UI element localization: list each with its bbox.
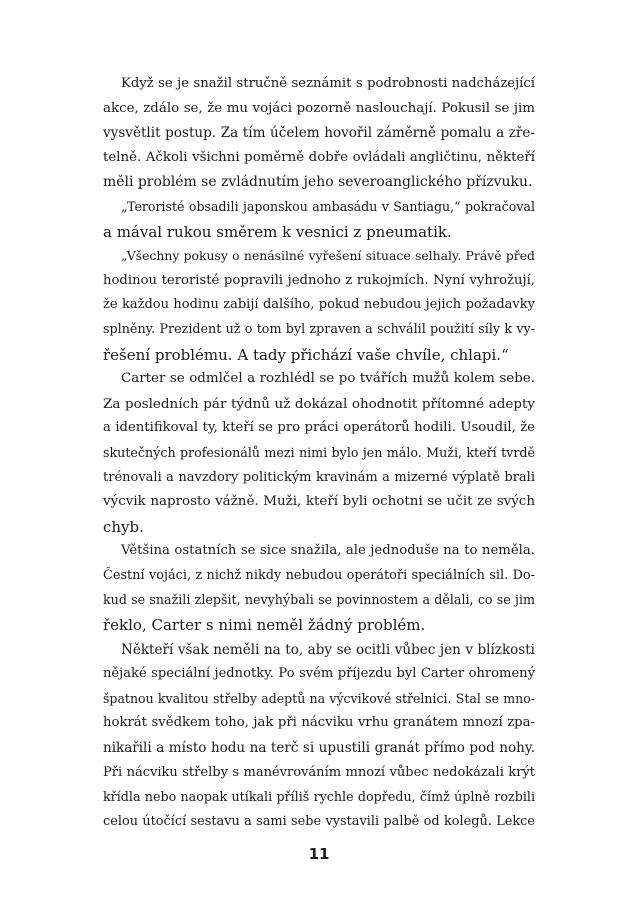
page-body <box>103 72 535 834</box>
text-line: hodinou teroristé popravili jednoho z rukojmích. Nyní vyhrožují, <box>103 272 535 288</box>
text-line: telně. Ačkoli všichni poměrně dobře ovládali angličtinu, někteří <box>103 149 535 165</box>
text-line: nějaké speciální jednotky. Po svém příjezdu byl Carter ohromený <box>103 666 535 682</box>
text-line: „Teroristé obsadili japonskou ambasádu v Santiagu,“ pokračoval <box>121 198 535 214</box>
text-line: akce, zdálo se, že mu vojáci pozorně naslouchají. Pokusil se jim <box>103 100 535 116</box>
paragraph <box>103 367 535 539</box>
text-line: že každou hodinu zabijí dalšího, pokud nebudou jejich požadavky <box>103 297 535 313</box>
text-line: nikařili a místo hodu na terč si upustili granát přímo pod nohy. <box>103 740 535 757</box>
paragraph <box>103 638 535 835</box>
text-line: trénovali a navzdory politickým kravinám a mizerné výplatě brali <box>103 469 535 485</box>
text-line: Čestní vojáci, z nichž nikdy nebudou operátoři speciálních sil. Do- <box>103 567 535 583</box>
text-line: celou útočící sestavu a sami sebe vystavili palbě od kolegů. Lekce <box>103 813 535 829</box>
text-line: výcvik naprosto vážně. Muži, kteří byli ochotni se učit ze svých <box>103 494 535 510</box>
text-line: Carter se odmlčel a rozhlédl se po tvářích mužů kolem sebe. <box>121 371 535 387</box>
text-line: „Všechny pokusy o nenásilné vyřešení situace selhaly. Právě před <box>121 248 535 264</box>
paragraph <box>103 539 535 637</box>
text-line: měli problém se zvládnutím jeho severoanglického přízvuku. <box>103 174 533 191</box>
text-line: řeklo, Carter s nimi neměl žádný problém. <box>103 616 426 635</box>
paragraph <box>103 72 535 195</box>
paragraph <box>103 195 535 244</box>
text-line: skutečných profesionálů mezi nimi bylo jen málo. Muži, kteří tvrdě <box>103 444 535 460</box>
text-line: chyb. <box>103 517 144 536</box>
text-line: Většina ostatních se sice snažila, ale jednoduše na to neměla. <box>121 543 535 559</box>
text-line: Někteří však neměli na to, aby se ocitli vůbec jen v blízkosti <box>121 641 535 658</box>
text-line: křídla nebo naopak utíkali příliš rychle dopředu, čímž úplně rozbili <box>103 789 535 805</box>
paragraph <box>103 244 535 367</box>
text-line: Když se je snažil stručně seznámit s podrobnosti nadcházející <box>121 76 535 91</box>
text-line: a identifikoval ty, kteří se pro práci operátorů hodili. Usoudil, že <box>103 420 535 436</box>
text-line: kud se snažili zlepšit, nevyhýbali se povinnostem a dělali, co se jim <box>103 592 535 608</box>
text-line: špatnou kvalitou střelby adeptů na výcvikové střelnici. Stal se mno- <box>103 690 535 706</box>
text-line: hokrát svědkem toho, jak při nácviku vrhu granátem mnozí zpa- <box>103 715 535 731</box>
text-line: Při nácviku střelby s manévrováním mnozí vůbec nedokázali krýt <box>103 764 535 780</box>
text-line: splněny. Prezident už o tom byl zpraven a schválil použití síly k vy- <box>103 321 535 337</box>
text-line: vysvětlit postup. Za tím účelem hovořil záměrně pomalu a zře- <box>103 125 535 142</box>
text-line: Za posledních pár týdnů už dokázal ohodnotit přítomné adepty <box>103 395 535 412</box>
page-number: 11 <box>308 845 330 863</box>
text-line: a mával rukou směrem k vesnici z pneumatik. <box>103 222 452 241</box>
text-line: řešení problému. A tady přichází vaše chvíle, chlapi.“ <box>103 345 509 364</box>
